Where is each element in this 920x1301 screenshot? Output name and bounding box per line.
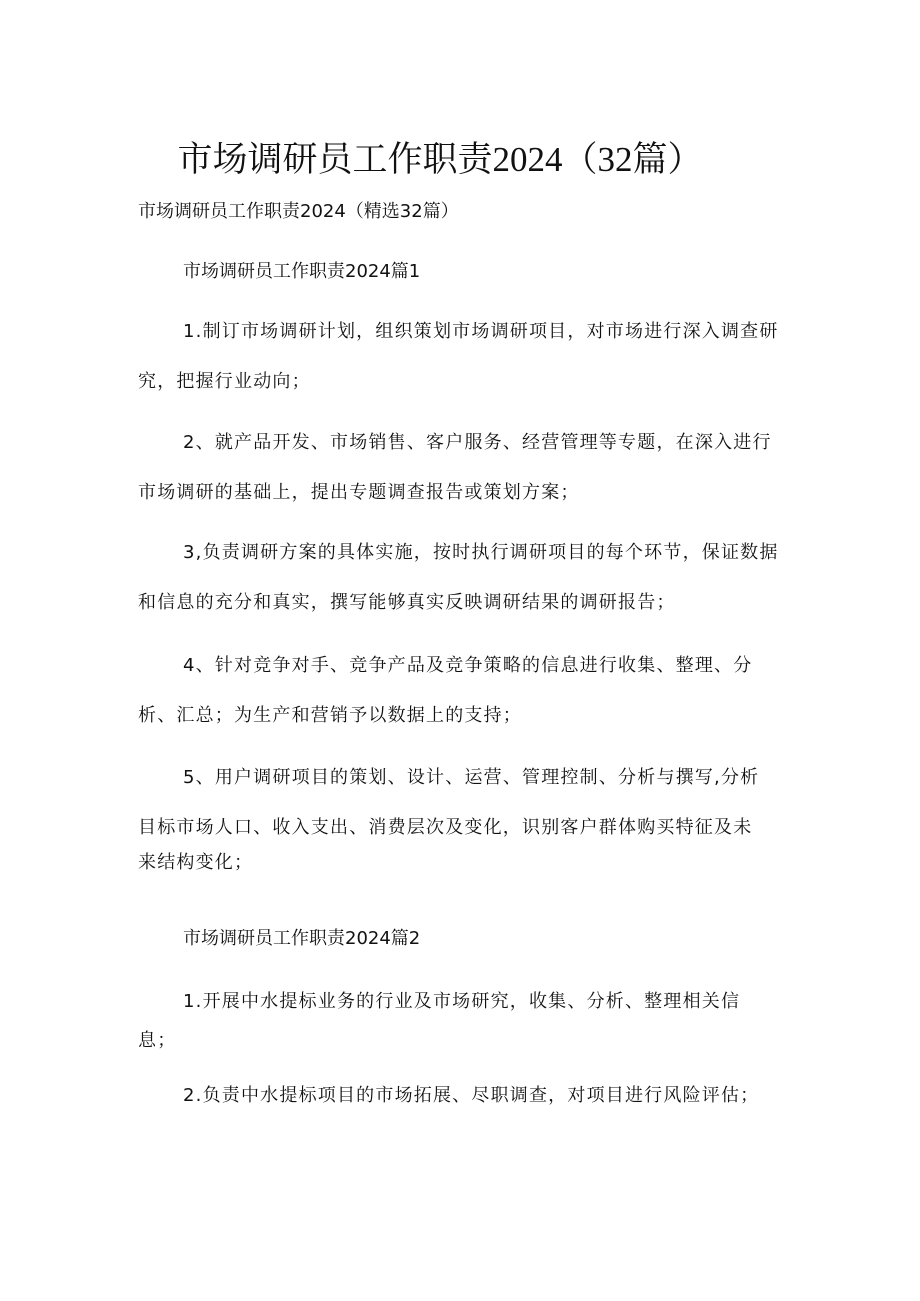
paragraph-line: 息；: [138, 1030, 177, 1051]
document-title: 市场调研员工作职责2024（32篇）: [177, 140, 703, 179]
paragraph-line: 和信息的充分和真实，撰写能够真实反映调研结果的调研报告；: [138, 592, 676, 613]
paragraph-line: 2.负责中水提标项目的市场拓展、尽职调查，对项目进行风险评估；: [183, 1085, 760, 1106]
paragraph-line: 市场调研的基础上，提出专题调查报告或策划方案；: [138, 482, 580, 503]
list-item: [138, 538, 793, 618]
list-item: [138, 651, 793, 731]
paragraph-line: 目标市场人口、收入支出、消费层次及变化，识别客户群体购买特征及未: [138, 817, 753, 838]
paragraph-line: 4、针对竞争对手、竞争产品及竞争策略的信息进行收集、整理、分: [183, 655, 753, 676]
list-item: [138, 987, 793, 1056]
paragraph-line: 析、汇总；为生产和营销予以数据上的支持；: [138, 705, 522, 726]
list-item: [138, 317, 793, 397]
section-heading: 市场调研员工作职责2024篇1: [183, 261, 421, 282]
list-item: [138, 1081, 793, 1111]
paragraph-line: 究，把握行业动向；: [138, 371, 311, 392]
paragraph-line: 2、就产品开发、市场销售、客户服务、经营管理等专题，在深入进行: [183, 432, 772, 453]
section-heading: 市场调研员工作职责2024篇2: [183, 928, 421, 949]
paragraph-line: 5、用户调研项目的策划、设计、运营、管理控制、分析与撰写,分析: [183, 767, 760, 788]
paragraph-line: 1.制订市场调研计划，组织策划市场调研项目，对市场进行深入调查研: [183, 321, 779, 342]
paragraph-line: 来结构变化；: [138, 852, 254, 873]
list-item: [138, 763, 793, 878]
paragraph-line: 3,负责调研方案的具体实施，按时执行调研项目的每个环节，保证数据: [183, 542, 779, 563]
document-subtitle: 市场调研员工作职责2024（精选32篇）: [138, 201, 459, 222]
list-item: [138, 428, 793, 508]
paragraph-line: 1.开展中水提标业务的行业及市场研究，收集、分析、整理相关信: [183, 991, 741, 1012]
